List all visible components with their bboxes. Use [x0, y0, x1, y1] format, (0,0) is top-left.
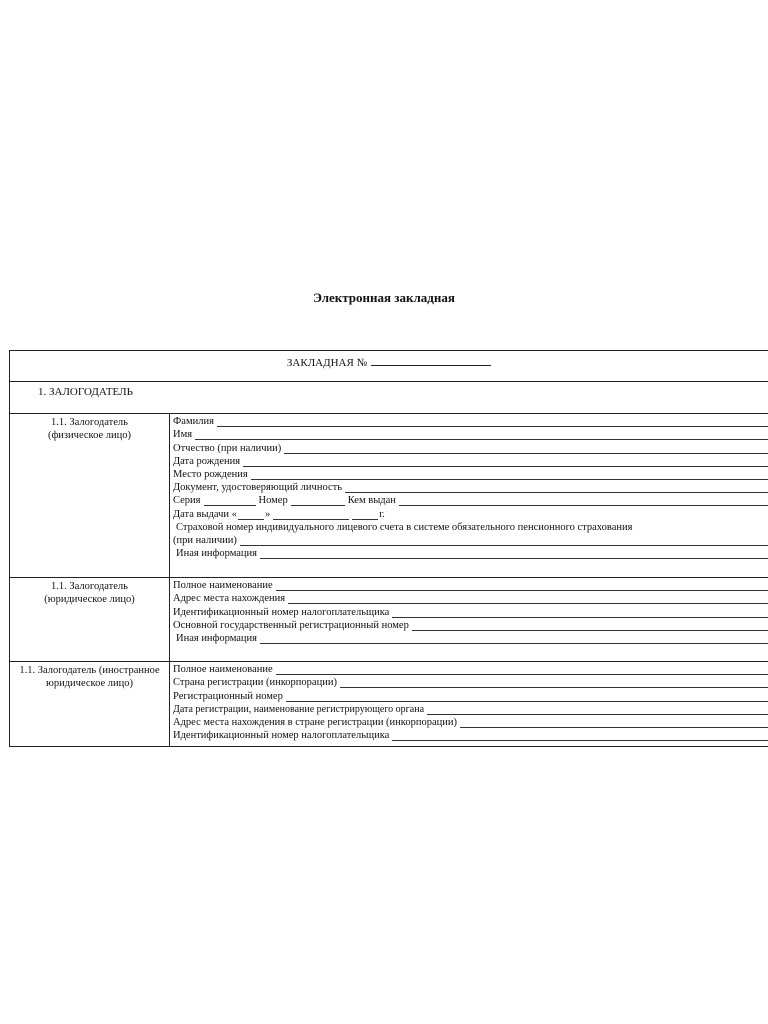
- le-ogrn-label: Основной государственный регистрационный номер: [173, 619, 409, 631]
- series-label: Серия: [173, 495, 201, 507]
- issued-by-field[interactable]: [399, 496, 768, 506]
- id-document-field[interactable]: [173, 481, 768, 494]
- snils-field[interactable]: [173, 534, 768, 547]
- issue-date-prefix: Дата выдачи «: [173, 508, 237, 520]
- fe-country-field[interactable]: [173, 676, 768, 689]
- patronymic-label: Отчество (при наличии): [173, 442, 282, 454]
- le-full-name-field[interactable]: [173, 579, 768, 592]
- other-info-label: Иная информация: [176, 548, 258, 560]
- name-label: Имя: [173, 429, 193, 441]
- birth-place-field[interactable]: [173, 468, 768, 481]
- birth-date-label: Дата рождения: [173, 455, 241, 467]
- patronymic-field[interactable]: [173, 441, 768, 454]
- birth-date-field[interactable]: [173, 455, 768, 468]
- le-other-info-field[interactable]: [173, 632, 768, 645]
- individual-pledgor-label: 1.1. Залогодатель (физическое лицо): [10, 414, 170, 577]
- foreign-entity-pledgor-fields: [170, 662, 768, 746]
- birth-place-label: Место рождения: [173, 468, 248, 480]
- header-row: [10, 351, 768, 382]
- le-ogrn-field[interactable]: [173, 619, 768, 632]
- issue-date-row: [173, 507, 768, 520]
- issue-day-field[interactable]: [238, 510, 264, 520]
- issue-year-field[interactable]: [352, 510, 378, 520]
- document-details-row: [173, 494, 768, 507]
- le-inn-field[interactable]: [173, 605, 768, 618]
- issue-date-mid: »: [264, 508, 271, 520]
- individual-pledgor-group: [10, 414, 768, 578]
- fe-inn-label: Идентификационный номер налогоплательщика: [173, 730, 390, 742]
- fe-reg-date-authority-label: Дата регистрации, наименование регистрирующего органа: [173, 703, 425, 715]
- number-label: Номер: [258, 495, 288, 507]
- fe-reg-date-authority-field[interactable]: [173, 703, 768, 716]
- fe-reg-number-field[interactable]: [173, 689, 768, 702]
- legal-entity-pledgor-fields: [170, 578, 768, 661]
- number-field[interactable]: [291, 496, 345, 506]
- series-field[interactable]: [204, 496, 256, 506]
- le-address-label: Адрес места нахождения: [173, 593, 286, 605]
- id-document-label: Документ, удостоверяющий личность: [173, 482, 342, 494]
- fe-address-field[interactable]: [173, 716, 768, 729]
- other-info-field[interactable]: [173, 547, 768, 560]
- legal-entity-pledgor-group: [10, 578, 768, 662]
- legal-entity-pledgor-label: 1.1. Залогодатель (юридическое лицо): [10, 578, 170, 661]
- fe-full-name-field[interactable]: [173, 663, 768, 676]
- issue-date-suffix: г.: [379, 508, 385, 520]
- document-title: Электронная закладная: [313, 290, 455, 305]
- foreign-entity-pledgor-group: [10, 662, 768, 747]
- foreign-entity-pledgor-label: 1.1. Залогодатель (иностранное юридическое лицо): [10, 662, 170, 746]
- pledge-number-field[interactable]: [371, 355, 491, 366]
- issue-month-field[interactable]: [273, 510, 349, 520]
- fe-country-label: Страна регистрации (инкорпорации): [173, 677, 337, 689]
- snils-row: [173, 521, 768, 534]
- le-address-field[interactable]: [173, 592, 768, 605]
- surname-field[interactable]: [173, 415, 768, 428]
- fe-address-label: Адрес места нахождения в стране регистрации (инкорпорации): [173, 716, 457, 728]
- fe-reg-number-label: Регистрационный номер: [173, 690, 283, 702]
- name-field[interactable]: [173, 428, 768, 441]
- pledge-form-table: [9, 350, 768, 747]
- header-label: ЗАКЛАДНАЯ №: [286, 357, 368, 369]
- le-inn-label: Идентификационный номер налогоплательщика: [173, 606, 390, 618]
- fe-full-name-label: Полное наименование: [173, 664, 273, 676]
- issued-by-label: Кем выдан: [347, 495, 396, 507]
- snils-label-line1: Страховой номер индивидуального лицевого счета в системе обязательного пенсионного страхования: [176, 521, 633, 533]
- snils-label-line2: (при наличии): [173, 534, 237, 546]
- section-title: 1. ЗАЛОГОДАТЕЛЬ: [10, 382, 768, 414]
- le-full-name-label: Полное наименование: [173, 580, 273, 592]
- individual-pledgor-fields: [170, 414, 768, 577]
- fe-inn-field[interactable]: [173, 729, 768, 742]
- surname-label: Фамилия: [173, 416, 214, 428]
- le-other-info-label: Иная информация: [176, 632, 258, 644]
